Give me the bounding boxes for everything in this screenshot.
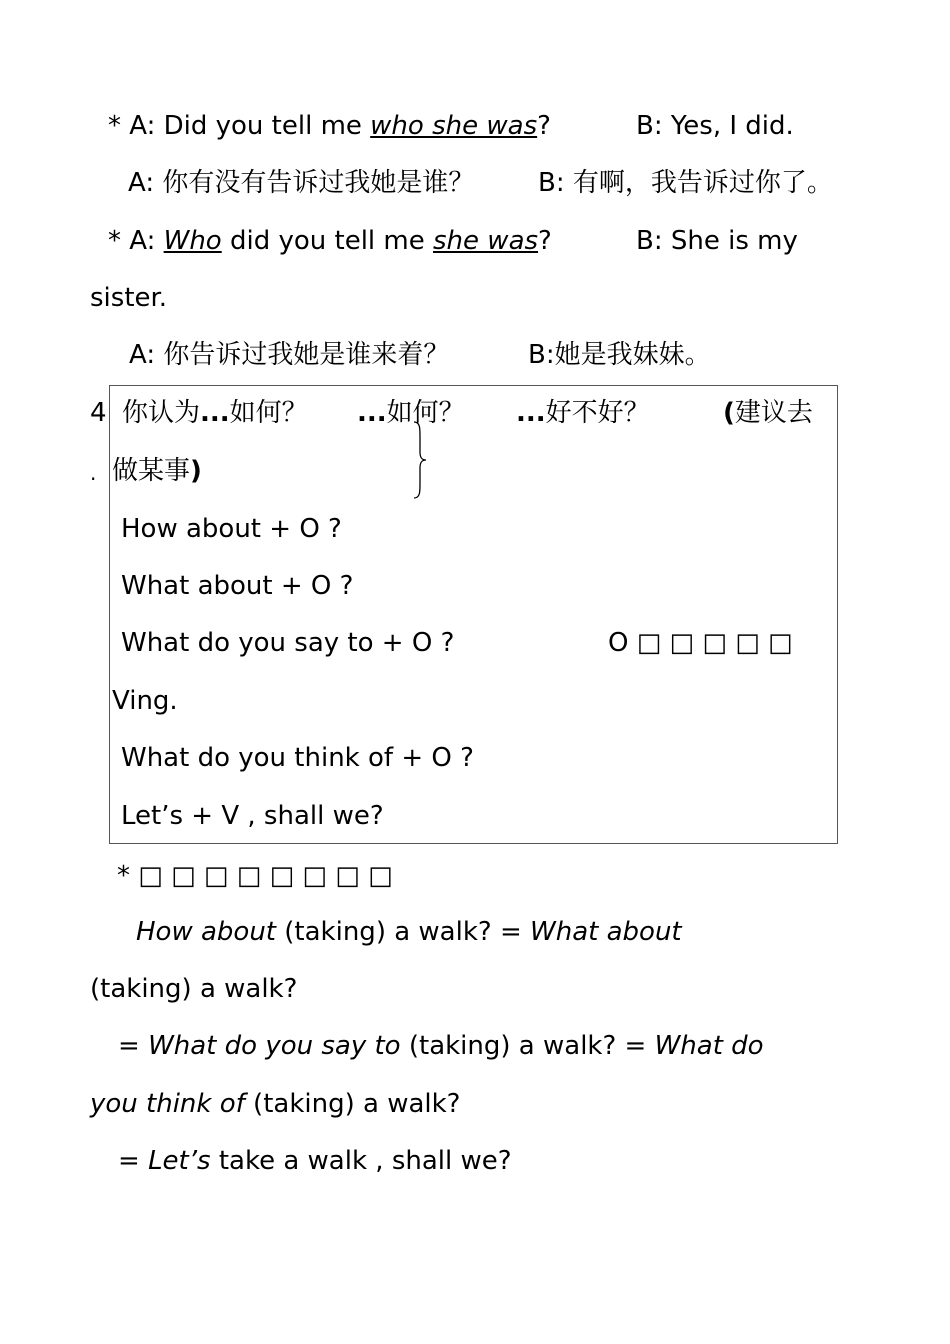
examples-heading: * □ □ □ □ □ □ □ □ bbox=[117, 861, 393, 891]
noun-clause: she was bbox=[433, 226, 539, 256]
text: (taking) a walk? = bbox=[400, 1031, 655, 1061]
walk-line1 bbox=[136, 915, 682, 949]
phrase: you think of bbox=[90, 1089, 245, 1119]
text: * A: bbox=[108, 226, 164, 256]
text: did you tell me bbox=[221, 226, 434, 256]
noun-clause: who she was bbox=[370, 111, 538, 141]
paren: ) bbox=[190, 456, 202, 486]
phrase: What about bbox=[530, 917, 682, 947]
example2-wrap: sister. bbox=[90, 283, 168, 313]
walk-line3 bbox=[118, 1029, 764, 1063]
example2-english-b: B: She is my bbox=[636, 226, 798, 256]
text: * A: Did you tell me bbox=[108, 111, 371, 141]
paren: ( bbox=[723, 398, 735, 428]
text: ? bbox=[537, 111, 551, 141]
text: 如何？ bbox=[229, 398, 308, 428]
ellipsis: ... bbox=[357, 398, 387, 428]
who-word: Who bbox=[163, 226, 222, 256]
example2-english bbox=[108, 224, 552, 258]
text: = bbox=[118, 1146, 149, 1176]
text: 你认为 bbox=[122, 398, 201, 428]
text: 好不好？ bbox=[545, 398, 650, 428]
pattern-what-about: What about + O ? bbox=[121, 571, 354, 601]
phrase: How about bbox=[136, 917, 277, 947]
example1-english bbox=[108, 109, 551, 143]
o-note: O □ □ □ □ □ bbox=[608, 628, 793, 658]
example1-chinese-b: B: 有啊，我告诉过你了。 bbox=[538, 168, 833, 198]
walk-line5 bbox=[118, 1144, 512, 1178]
example1-english-b: B: Yes, I did. bbox=[636, 111, 794, 141]
walk-line2: (taking) a walk? bbox=[90, 974, 298, 1004]
ellipsis: ... bbox=[200, 398, 230, 428]
pattern-how-about: How about + O ? bbox=[121, 514, 342, 544]
text: 如何？ bbox=[386, 398, 465, 428]
walk-line4 bbox=[90, 1087, 460, 1121]
section-number: 4 bbox=[90, 398, 107, 428]
text: (taking) a walk? bbox=[244, 1089, 461, 1119]
example2-chinese-b: B:她是我妹妹。 bbox=[528, 340, 711, 370]
example1-chinese-a: A: 你有没有告诉过我她是谁？ bbox=[128, 168, 475, 198]
section4-heading-part5 bbox=[112, 454, 202, 488]
section4-heading-part4 bbox=[723, 396, 813, 430]
text: ? bbox=[538, 226, 552, 256]
section-number-dot: . bbox=[90, 461, 97, 485]
text: take a walk , shall we? bbox=[210, 1146, 512, 1176]
ving-note: Ving. bbox=[112, 686, 178, 716]
pattern-lets: Let’s + V , shall we? bbox=[121, 801, 384, 831]
section4-heading-part3 bbox=[516, 396, 650, 430]
pattern-what-do-you-say-to: What do you say to + O ? bbox=[121, 628, 455, 658]
text: = bbox=[118, 1031, 149, 1061]
text: 建议去 bbox=[734, 398, 813, 428]
section4-box bbox=[109, 385, 838, 844]
pattern-what-do-you-think-of: What do you think of + O ? bbox=[121, 743, 474, 773]
example2-chinese-a: A: 你告诉过我她是谁来着？ bbox=[129, 340, 450, 370]
phrase: Let’s bbox=[148, 1146, 211, 1176]
section4-heading-part1 bbox=[122, 396, 308, 430]
curly-brace-icon bbox=[410, 420, 430, 500]
ellipsis: ... bbox=[516, 398, 546, 428]
text: (taking) a walk? = bbox=[276, 917, 531, 947]
text: 做某事 bbox=[112, 456, 191, 486]
phrase: What do bbox=[654, 1031, 764, 1061]
phrase: What do you say to bbox=[148, 1031, 401, 1061]
